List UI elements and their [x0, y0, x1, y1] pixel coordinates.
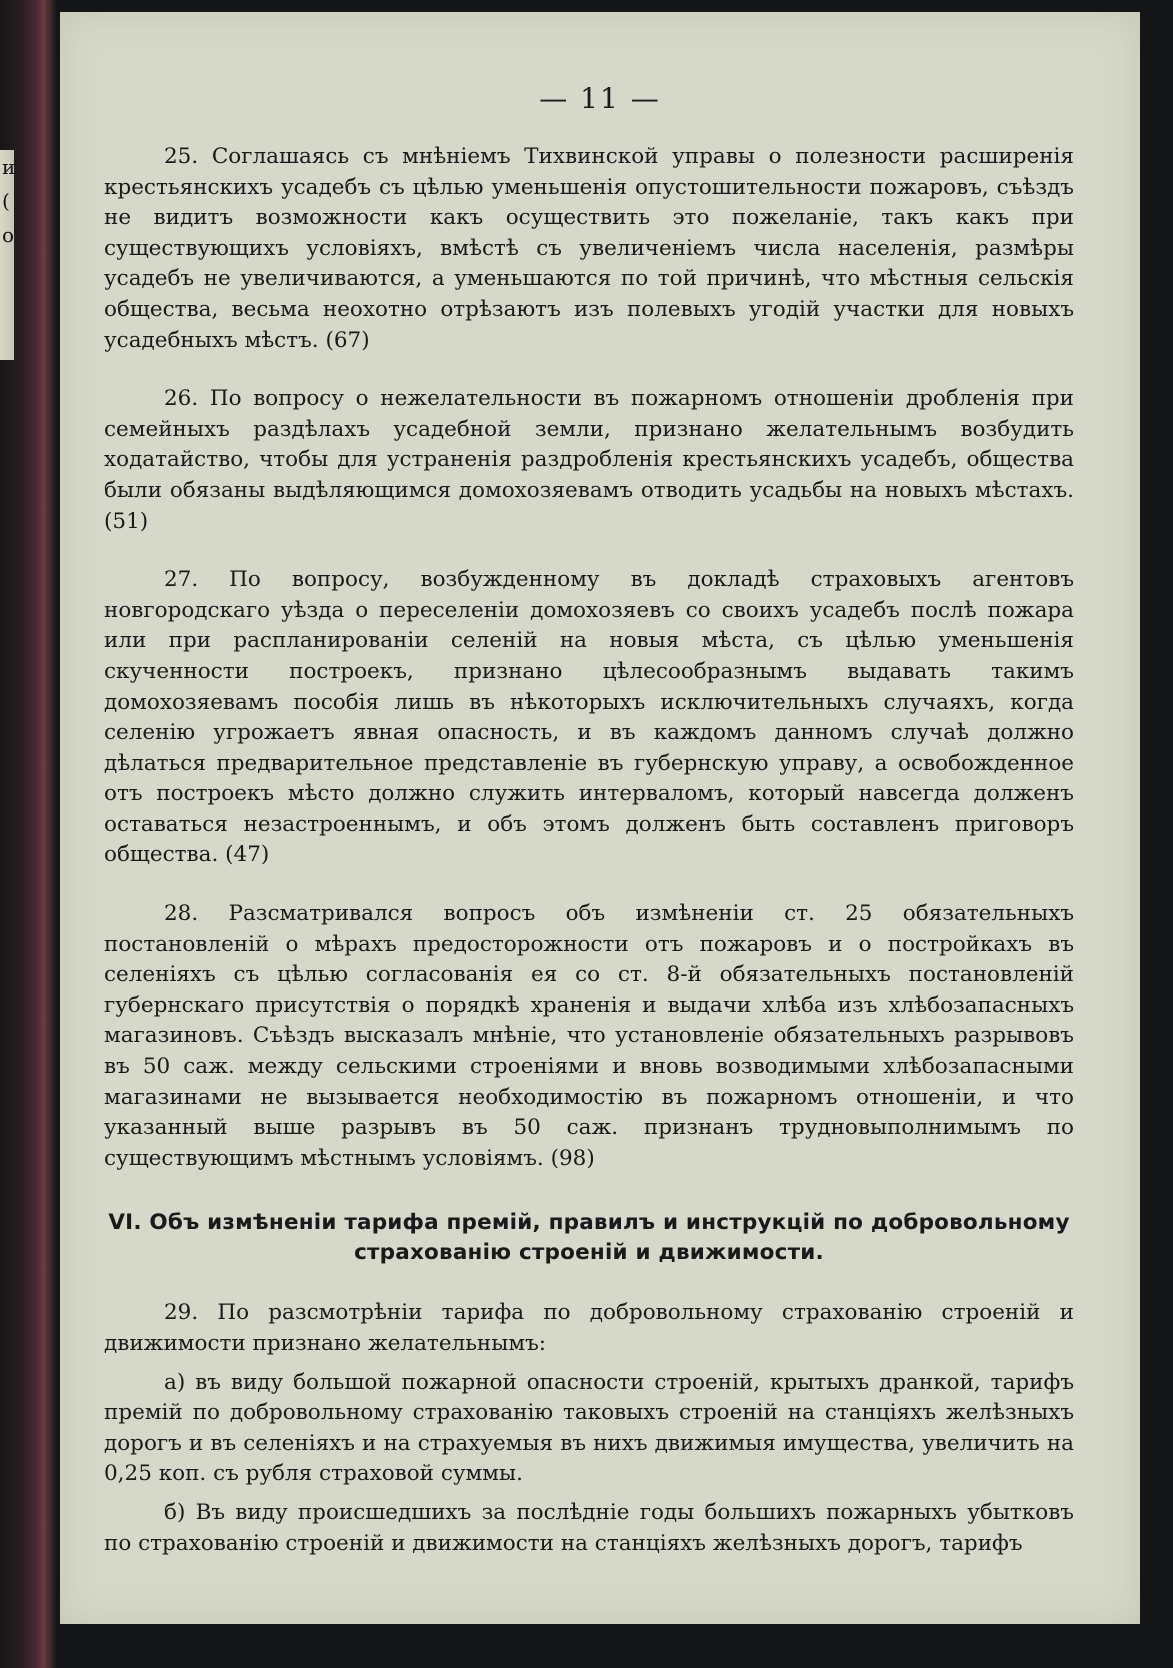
paragraph-26: 26. По вопросу о нежелательности въ пожарномъ отношеніи дробленія при семейныхъ раздѣлахъ усадебной земли, признано желательнымъ возбудить ходатайство, чтобы для устраненія раздробленія крестьянскихъ усадебъ, общества были обязаны выдѣляющимся домохозяевамъ отводить усадьбы на новыхъ мѣстахъ. (51) — [104, 386, 1074, 534]
paragraph-28: 28. Разсматривался вопросъ объ измѣненіи ст. 25 обязательныхъ постановленій о мѣрахъ предосторожности отъ пожаровъ и о постройкахъ въ селеніяхъ съ цѣлью согласованія ея со ст. 8-й обязательныхъ постановленій губернскаго присутствія о порядкѣ храненія и выдачи хлѣба изъ хлѣбозапасныхъ магазиновъ. Съѣздъ высказалъ мнѣніе, что установленіе обязательныхъ разрывовъ въ 50 саж. между сельскими строеніями и вновь возводимыми хлѣбозапасными магазинами не вызывается необходимостію въ пожарномъ отношеніи, и что указанный выше разрывъ въ 50 саж. признанъ трудновыполнимымъ по существующимъ мѣстнымъ условіямъ. (98) — [104, 901, 1074, 1171]
document-page — [60, 12, 1140, 1624]
page-number: — 11 — — [539, 82, 661, 115]
paragraph-29: 29. По разсмотрѣніи тарифа по добровольному страхованію строеній и движимости признано желательнымъ: — [104, 1300, 1074, 1356]
paragraph-27: 27. По вопросу, возбужденному въ докладѣ страховыхъ агентовъ новгородскаго уѣзда о переселеніи домохозяевъ со своихъ усадебъ послѣ пожара или при распланированіи селеній на новыя мѣста, съ цѣлью уменьшенія скученности построекъ, признано цѣлесообразнымъ выдавать такимъ домохозяевамъ пособія лишь въ нѣкоторыхъ исключительныхъ случаяхъ, когда селенію угрожаетъ явная опасность, и въ каждомъ данномъ случаѣ должно дѣлаться предварительное представленіе въ губернскую управу, а освобожденное отъ построекъ мѣсто должно служить интерваломъ, который навсегда долженъ оставаться незастроеннымъ, и объ этомъ долженъ быть составленъ приговоръ общества. (47) — [104, 567, 1074, 868]
adjacent-page-fragment: и ( о — [0, 150, 14, 360]
paragraph-29a: а) въ виду большой пожарной опасности строеній, крытыхъ дранкой, тарифъ премій по добровольному страхованію таковыхъ строеній на станціяхъ желѣзныхъ дорогъ и въ селеніяхъ и на страхуемыя въ нихъ движимыя имущества, увеличить на 0,25 коп. съ рубля страховой суммы. — [104, 1369, 1074, 1487]
paragraph-29b: б) Въ виду происшедшихъ за послѣдніе годы большихъ пожарныхъ убытковъ по страхованію строеній и движимости на станціяхъ желѣзныхъ дорогъ, тарифъ — [104, 1499, 1074, 1556]
paragraph-25: 25. Соглашаясь съ мнѣніемъ Тихвинской управы о полезности расширенія крестьянскихъ усадебъ съ цѣлью уменьшенія опустошительности пожаровъ, съѣздъ не видитъ возможности какъ осуществить это пожеланіе, такъ какъ при существующихъ условіяхъ, вмѣстѣ съ увеличеніемъ числа населенія, размѣры усадебъ не увеличиваются, а уменьшаются по той причинѣ, что мѣстныя сельскія общества, весьма неохотно отрѣзаютъ изъ полевыхъ угодій участки для новыхъ усадебныхъ мѣстъ. (67) — [104, 144, 1074, 353]
page-body — [104, 142, 1074, 1567]
section-heading: VI. Объ измѣненіи тарифа премій, правилъ и инструкцій по добровольному страхованію строеній и движимости. — [108, 1210, 1070, 1266]
